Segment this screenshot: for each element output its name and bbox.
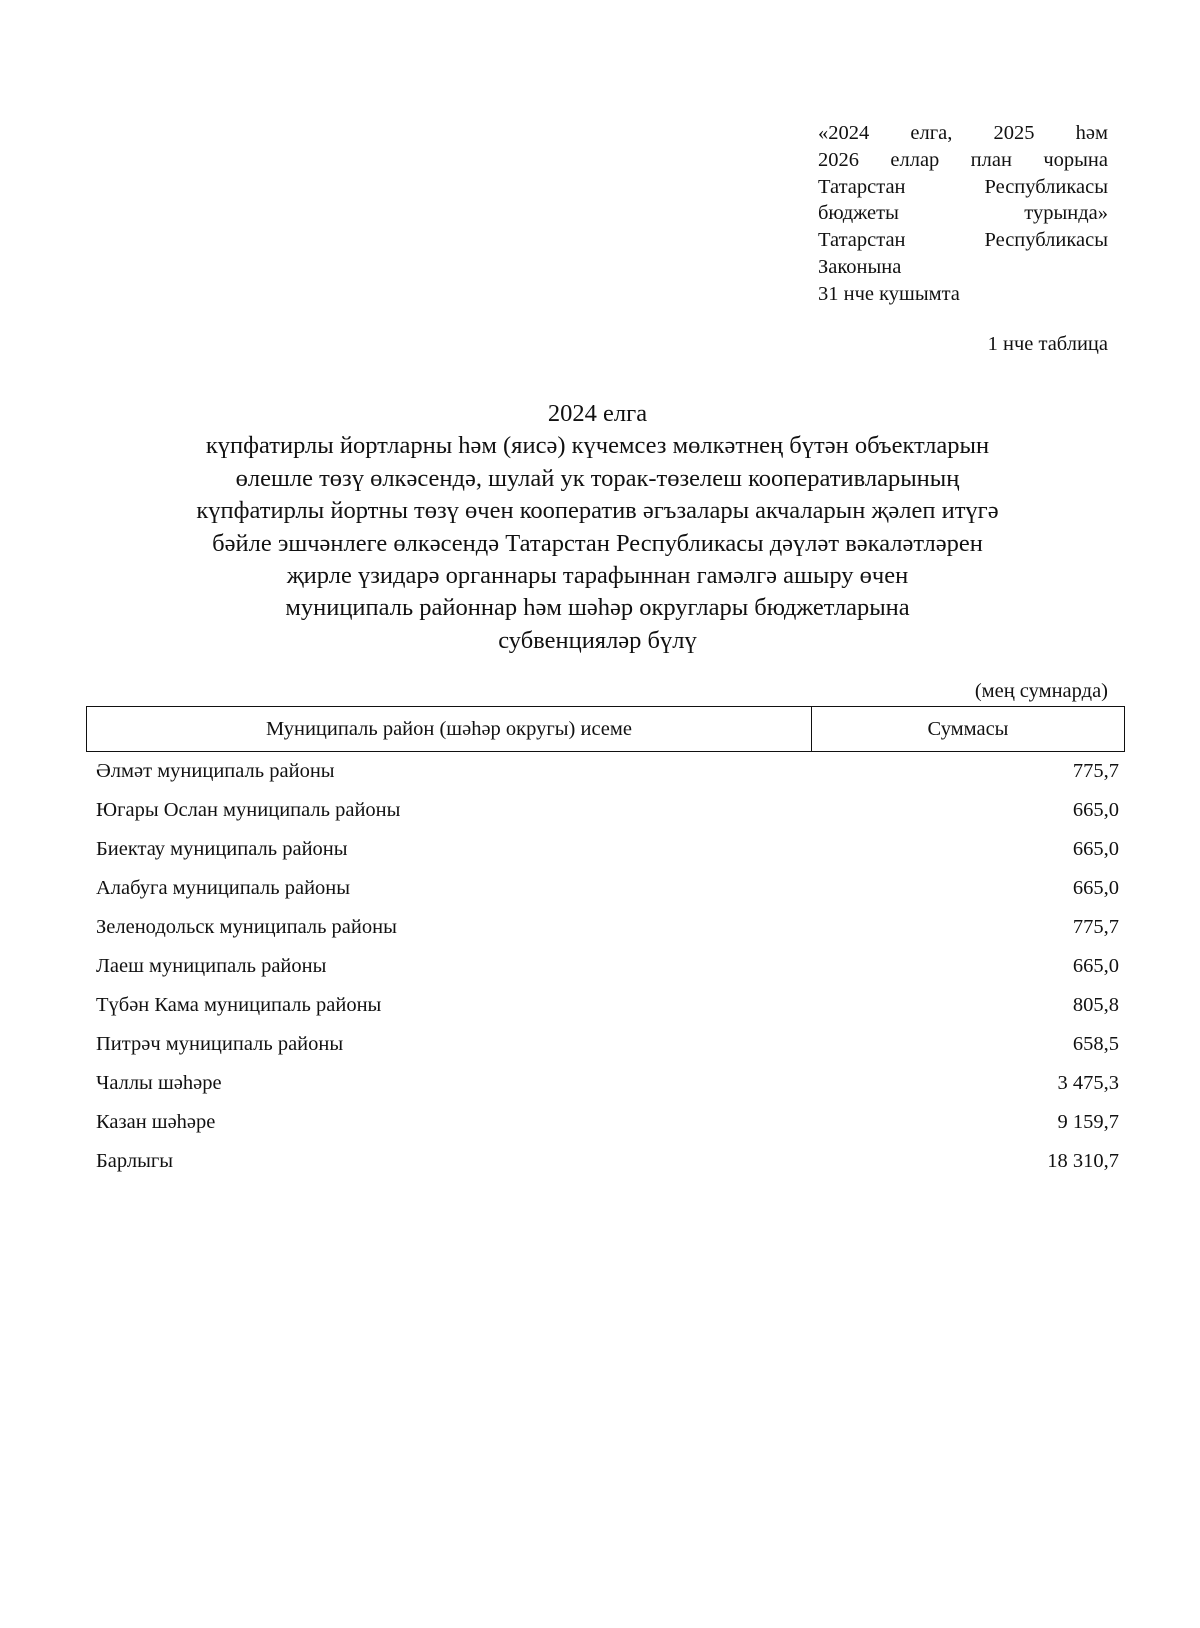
table-row <box>96 986 1119 1025</box>
row-name: Әлмәт муниципаль районы <box>96 760 335 782</box>
annex-line: Татарстан Республикасы <box>818 229 1108 252</box>
table-number: 1 нче таблица <box>987 333 1108 355</box>
table-row <box>96 1103 1119 1142</box>
table-body <box>96 752 1119 1181</box>
annex-line: 31 нче кушымта <box>818 282 960 305</box>
header-amount: Суммасы <box>927 717 1009 740</box>
document-title <box>80 398 1115 657</box>
row-amount: 775,7 <box>1072 760 1119 782</box>
row-amount: 805,8 <box>1072 994 1119 1016</box>
annex-line: 2026 еллар план чорына <box>818 148 1108 171</box>
table-header <box>86 706 1125 752</box>
row-amount: 665,0 <box>1072 955 1119 977</box>
title-line: 2024 елга <box>547 400 648 427</box>
title-line: субвенцияләр бүлү <box>498 626 697 654</box>
annex-line: «2024 елга, 2025 һәм <box>818 122 1108 144</box>
row-name: Түбән Кама муниципаль районы <box>96 994 382 1016</box>
row-amount: 658,5 <box>1072 1033 1119 1055</box>
row-amount: 9 159,7 <box>1057 1111 1119 1133</box>
row-name: Лаеш муниципаль районы <box>96 955 327 977</box>
table-row <box>96 830 1119 869</box>
row-name: Барлыгы <box>96 1150 174 1172</box>
row-name: Югары Ослан муниципаль районы <box>96 799 401 821</box>
row-amount: 665,0 <box>1072 838 1119 860</box>
units-label: (мең сумнарда) <box>974 680 1108 702</box>
annex-line: бюджеты турында» <box>818 202 1108 225</box>
row-name: Чаллы шәһәре <box>96 1072 222 1094</box>
table-row <box>96 1064 1119 1103</box>
title-line: бәйле эшчәнлеге өлкәсендә Татарстан Республикасы дәүләт вәкаләтләрен <box>212 529 983 557</box>
annex-line: Законына <box>818 255 902 278</box>
title-line: җирле үзидарә органнары тарафыннан гамәлгә ашыру өчен <box>286 562 909 590</box>
table-row-total <box>96 1142 1119 1181</box>
table-row <box>96 869 1119 908</box>
row-name: Зеленодольск муниципаль районы <box>96 916 397 938</box>
row-amount: 665,0 <box>1072 799 1119 821</box>
table-row <box>96 791 1119 830</box>
title-line: күпфатирлы йортларны һәм (яисә) күчемсез мөлкәтнең бүтән объектларын <box>205 432 990 460</box>
annex-line: Татарстан Республикасы <box>818 175 1108 198</box>
table-row <box>96 752 1119 791</box>
row-name: Биектау муниципаль районы <box>96 838 348 860</box>
table-row <box>96 947 1119 986</box>
row-amount: 665,0 <box>1072 877 1119 899</box>
title-line: өлешле төзү өлкәсендә, шулай ук торак-төзелеш кооперативларының <box>235 464 960 492</box>
title-line: муниципаль районнар һәм шәһәр округлары бюджетларына <box>285 594 910 622</box>
annex-reference <box>818 120 1108 308</box>
row-name: Питрәч муниципаль районы <box>96 1033 344 1055</box>
row-amount: 3 475,3 <box>1057 1072 1119 1094</box>
table-row <box>96 1025 1119 1064</box>
row-amount: 18 310,7 <box>1047 1150 1119 1172</box>
header-name: Муниципаль район (шәһәр округы) исеме <box>87 707 812 751</box>
row-name: Алабуга муниципаль районы <box>96 877 351 899</box>
row-name: Казан шәһәре <box>96 1111 216 1133</box>
title-line: күпфатирлы йортны төзү өчен кооператив әгъзалары акчаларын җәлеп итүгә <box>196 497 999 525</box>
row-amount: 775,7 <box>1072 916 1119 938</box>
table-row <box>96 908 1119 947</box>
